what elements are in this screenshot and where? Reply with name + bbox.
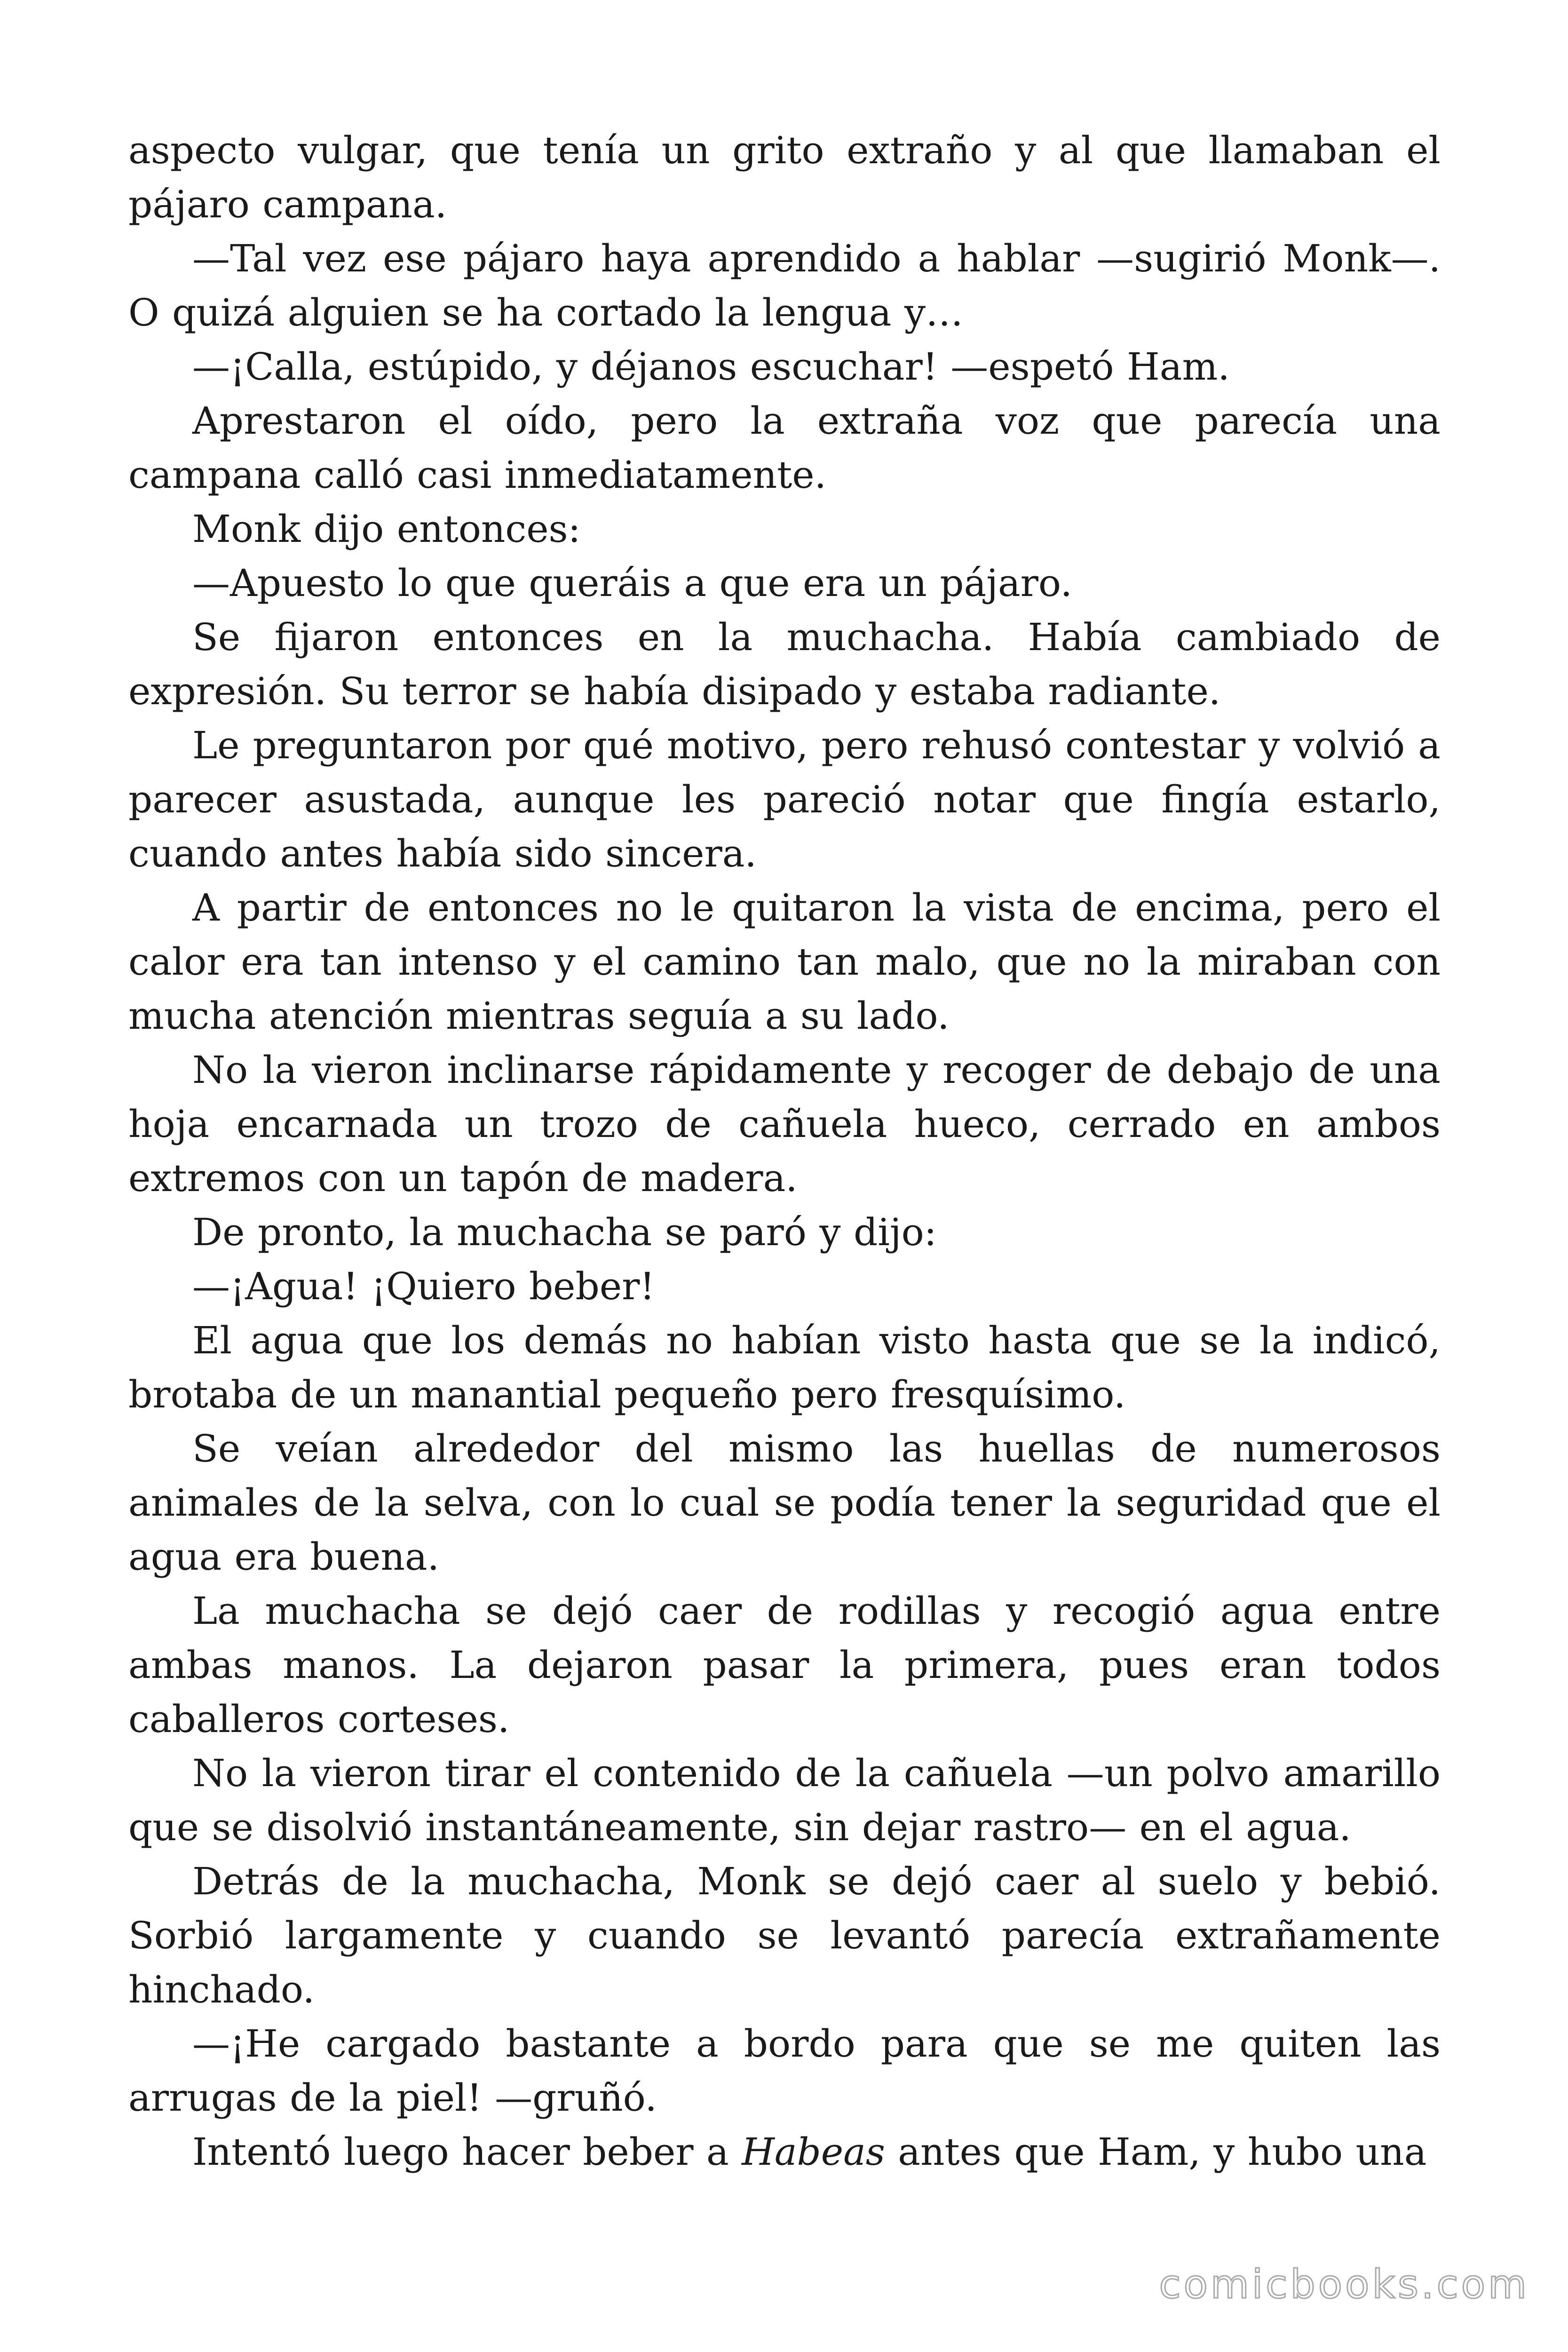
paragraph: Aprestaron el oído, pero la extraña voz que parecía una campana calló casi inmediatamente.: [128, 399, 1441, 497]
book-page: [128, 123, 1441, 2179]
paragraph: —Apuesto lo que queráis a que era un pájaro.: [192, 561, 1073, 605]
paragraph-last-start: Intentó luego hacer beber a: [192, 2130, 742, 2174]
paragraph: La muchacha se dejó caer de rodillas y recogió agua entre ambas manos. La dejaron pasar la primera, pues eran todos caballeros corteses.: [128, 1589, 1441, 1741]
habeas-italic: Habeas: [742, 2130, 885, 2174]
paragraph: Detrás de la muchacha, Monk se dejó caer al suelo y bebió. Sorbió largamente y cuando se levantó parecía extrañamente hinchado.: [128, 1859, 1441, 2011]
paragraph: —¡He cargado bastante a bordo para que se me quiten las arrugas de la piel! —gruñó.: [128, 2022, 1441, 2120]
paragraph: De pronto, la muchacha se paró y dijo:: [192, 1210, 937, 1254]
paragraph: —¡Agua! ¡Quiero beber!: [192, 1264, 655, 1308]
paragraph: El agua que los demás no habían visto hasta que se la indicó, brotaba de un manantial pequeño pero fresquísimo.: [128, 1319, 1441, 1416]
paragraph: aspecto vulgar, que tenía un grito extraño y al que llamaban el pájaro campana.: [128, 128, 1441, 226]
page-body: [128, 123, 1441, 2125]
paragraph: —¡Calla, estúpido, y déjanos escuchar! —espetó Ham.: [192, 345, 1230, 389]
watermark-logo: comicbooks.com: [1159, 2261, 1529, 2307]
paragraph-last-end: antes que Ham, y hubo una: [885, 2130, 1427, 2174]
paragraph: —Tal vez ese pájaro haya aprendido a hablar —sugirió Monk—. O quizá alguien se ha cortado la lengua y…: [128, 237, 1441, 334]
paragraph: Monk dijo entonces:: [192, 507, 581, 551]
paragraph: A partir de entonces no le quitaron la vista de encima, pero el calor era tan intenso y el camino tan malo, que no la miraban con mucha atención mientras seguía a su lado.: [128, 886, 1441, 1038]
paragraph-last: [128, 2125, 1441, 2179]
paragraph: No la vieron inclinarse rápidamente y recoger de debajo de una hoja encarnada un trozo de cañuela hueco, cerrado en ambos extremos con un tapón de madera.: [128, 1048, 1441, 1200]
paragraph: No la vieron tirar el contenido de la cañuela —un polvo amarillo que se disolvió instantáneamente, sin dejar rastro— en el agua.: [128, 1751, 1441, 1849]
paragraph: Se fijaron entonces en la muchacha. Había cambiado de expresión. Su terror se había disipado y estaba radiante.: [128, 615, 1441, 713]
paragraph: Se veían alrededor del mismo las huellas de numerosos animales de la selva, con lo cual se podía tener la seguridad que el agua era buena.: [128, 1427, 1441, 1579]
paragraph: Le preguntaron por qué motivo, pero rehusó contestar y volvió a parecer asustada, aunque les pareció notar que fingía estarlo, cuando antes había sido sincera.: [128, 723, 1441, 875]
